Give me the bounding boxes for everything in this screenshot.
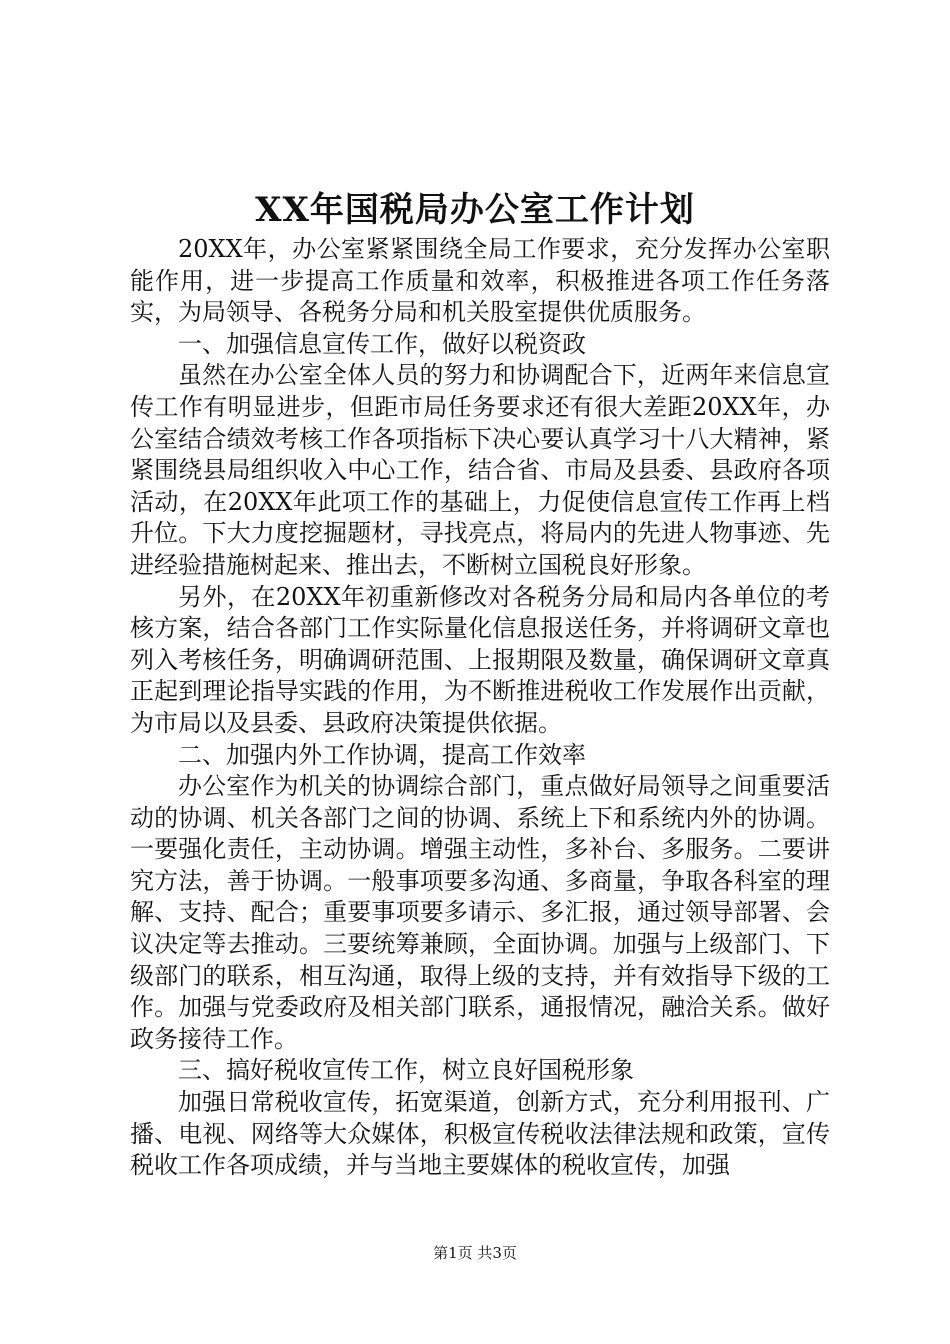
section-heading-2: 二、加强内外工作协调，提高工作效率: [178, 740, 586, 769]
paragraph-1a: 虽然在办公室全体人员的努力和协调配合下，近两年来信息宣传工作有明显进步，但距市局任务要求还有很大差距20XX年，办公室结合绩效考核工作各项指标下决心要认真学习十八大精神，紧紧围绕县局组织收入中心工作，结合省、市局及县委、县政府各项活动，在20XX年此项工作的基础上，力促使信息宣传工作再上档升位。下大力度挖掘题材，寻找亮点，将局内的先进人物事迹、先进经验措施树起来、推出去，不断树立国税良好形象。: [130, 361, 830, 579]
document-body: [130, 234, 830, 1182]
paragraph-intro: 20XX年，办公室紧紧围绕全局工作要求，充分发挥办公室职能作用，进一步提高工作质量和效率，积极推进各项工作任务落实，为局领导、各税务分局和机关股室提供优质服务。: [130, 235, 830, 327]
paragraph-2: 办公室作为机关的协调综合部门，重点做好局领导之间重要活动的协调、机关各部门之间的协调、系统上下和系统内外的协调。一要强化责任，主动协调。增强主动性，多补台、多服务。二要讲究方法，善于协调。一般事项要多沟通、多商量，争取各科室的理解、支持、配合；重要事项要多请示、多汇报，通过领导部署、会议决定等去推动。三要统筹兼顾，全面协调。加强与上级部门、下级部门的联系，相互沟通，取得上级的支持，并有效指导下级的工作。加强与党委政府及相关部门联系，通报情况，融洽关系。做好政务接待工作。: [130, 772, 830, 1053]
section-heading-3: 三、搞好税收宣传工作，树立良好国税形象: [178, 1056, 634, 1085]
section-heading-1: 一、加强信息宣传工作，做好以税资政: [178, 329, 586, 358]
paragraph-1b: 另外，在20XX年初重新修改对各税务分局和局内各单位的考核方案，结合各部门工作实际量化信息报送任务，并将调研文章也列入考核任务，明确调研范围、上报期限及数量，确保调研文章真正起到理论指导实践的作用，为不断推进税收工作发展作出贡献，为市局以及县委、县政府决策提供依据。: [130, 582, 830, 737]
paragraph-3: 加强日常税收宣传，拓宽渠道，创新方式，充分利用报刊、广播、电视、网络等大众媒体，积极宣传税收法律法规和政策，宣传税收工作各项成绩，并与当地主要媒体的税收宣传，加强: [130, 1088, 830, 1180]
page-footer: 第1页 共3页: [433, 1244, 517, 1262]
document-title: XX年国税局办公室工作计划: [255, 190, 695, 230]
